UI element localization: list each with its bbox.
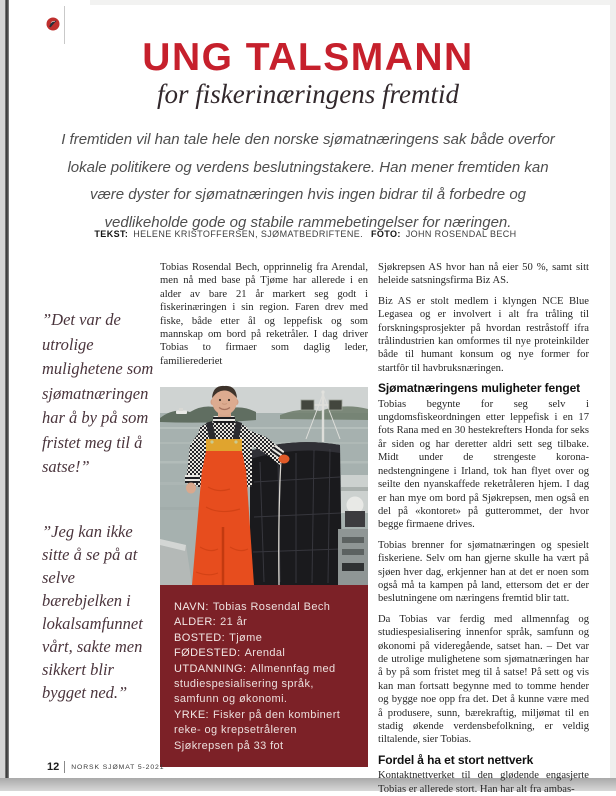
byline-photo-label: FOTO: bbox=[370, 229, 401, 239]
fact-label: ALDER: bbox=[174, 616, 217, 629]
fact-value: Fisker på den kombinert reke- og krepsetråleren Sjøkrepsen på 33 fot bbox=[174, 708, 341, 752]
fact-label: FØDESTED: bbox=[174, 647, 241, 660]
section-heading: Fordel å ha et stort nettverk bbox=[378, 752, 534, 767]
byline-text-label: TEKST: bbox=[94, 229, 129, 239]
body-paragraph: Kontaktnettverket til den glødende engasjerte Tobias er allerede stort. Han har alt fra ambas- bbox=[378, 770, 589, 795]
fact-label: YRKE: bbox=[174, 708, 210, 721]
scan-edge-left-dark bbox=[5, 0, 9, 779]
fact-label: UTDANNING: bbox=[174, 662, 247, 675]
pull-quote: ”Det var de utrolige mulighetene som sjømatnæringen har å by på som fristet meg til å satse!” bbox=[42, 310, 154, 476]
byline bbox=[0, 229, 616, 239]
byline-photo-value: JOHN ROSENDAL BECH bbox=[405, 229, 517, 239]
scan-edge-top bbox=[90, 0, 616, 5]
article-photo bbox=[160, 387, 368, 585]
body-paragraph: Biz AS er stolt medlem i klyngen NCE Blue Legasea og er involvert i alt fra tråling til forskningsprosjekter på hvordan restråstoff ifra trålindustrien kan omformes til nye proteinkilder både til humant konsum og nye former for startfôr til havbruksnæringen. bbox=[378, 295, 589, 374]
page-footer bbox=[47, 761, 164, 773]
body-paragraph: Tobias Rosendal Bech, opprinnelig fra Arendal, men nå med base på Tjøme har allerede i en alder av bare 21 år markert seg godt i fiskerinæringen i sin region. Faren drev med fiske, både etter ål og leppefisk og som mannskap om bord på reketråler. I dag driver Tobias to firmaer som daglig leder, familierederiet bbox=[160, 262, 368, 367]
fact-line bbox=[174, 600, 356, 615]
fact-value: Allmennfag med studiespesialisering språk, samfunn og økonomi. bbox=[174, 662, 336, 706]
fact-line bbox=[174, 646, 356, 661]
fact-line bbox=[174, 631, 356, 646]
body-paragraph: Tobias begynte for seg selv i ungdomsfiskeordningen etter leppefisk i en 17 fots Rana med en 30 hestekrefters Honda for seks år siden og har deretter aldri sett seg tilbake. Midt under de strengeste korona-nedstengningene i Irland, tok han flyet over og seilte den nyanskaffede reketråleren hjem. I dag er han mye om bord på Sjøkrepsen, men også en del på «kontoret» på gutterommet, der hvor begge firmaene drives. bbox=[378, 398, 589, 531]
magazine-name: NORSK SJØMAT 5-2021 bbox=[71, 763, 165, 771]
fact-line bbox=[174, 662, 356, 708]
footer-divider bbox=[64, 761, 65, 773]
page-number: 12 bbox=[47, 761, 60, 773]
magazine-logo-icon bbox=[46, 17, 60, 31]
fact-value: Tobias Rosendal Bech bbox=[212, 601, 331, 613]
body-column-right bbox=[378, 261, 589, 795]
section-heading: Sjømatnæringens muligheter fenget bbox=[378, 381, 581, 396]
fact-line bbox=[174, 615, 356, 630]
fact-value: Tjøme bbox=[229, 631, 263, 644]
fact-box bbox=[160, 585, 368, 767]
article-intro: I fremtiden vil han tale hele den norske sjømatnæringens sak både overfor lokale politikere og verdens beslutningstakere. Han mener fremtiden kan være dyster for sjømatnæringen hvis ingen bidrar til å forbedre og vedlikeholde gode og stabile rammebetingelser for næringen. bbox=[61, 131, 555, 231]
scan-edge-right bbox=[610, 0, 616, 778]
pull-quote: ”Jeg kan ikke sitte å se på at selve bærebjelken i lokalsamfunnet vårt, sakte men sikkert blir bygget ned.” bbox=[42, 522, 143, 702]
body-paragraph: Tobias brenner for sjømatnæringen og spesielt fiskeriene. Selv om han gjerne skulle ha vært på sjøen hver dag, erkjenner han at det er noen som også må ta kampen på land, ettersom det er der beslutningene om næringens fremtid blir tatt. bbox=[378, 539, 589, 605]
fact-label: BOSTED: bbox=[174, 631, 226, 644]
fact-label: NAVN: bbox=[174, 601, 209, 613]
article-title: UNG TALSMANN bbox=[142, 36, 474, 79]
body-paragraph: Sjøkrepsen AS hvor han nå eier 50 %, samt sitt heleide satsningsfirma Biz AS. bbox=[378, 262, 589, 287]
fact-line bbox=[174, 708, 356, 754]
article-subtitle: for fiskerinæringens fremtid bbox=[157, 79, 459, 109]
byline-text-value: HELENE KRISTOFFERSEN, SJØMATBEDRIFTENE. bbox=[133, 229, 364, 239]
body-paragraph: Da Tobias var ferdig med allmennfag og studiespesialisering innenfor språk, samfunn og økonomi på videregående, satset han. – Det var de utrolige mulighetene som sjømatnæringen har å by på som fristet meg til å satse! På sett og vis kan man fortsatt begynne med to tomme hender og bygge noe opp fra det. Det å kunne være med å produsere, sunn, bærekraftig, miljømat til en stadig økende verdensbefolkning, er veldig tiltalende, sier Tobias. bbox=[378, 613, 589, 746]
fact-value: 21 år bbox=[220, 616, 248, 629]
fact-value: Arendal bbox=[244, 647, 286, 660]
